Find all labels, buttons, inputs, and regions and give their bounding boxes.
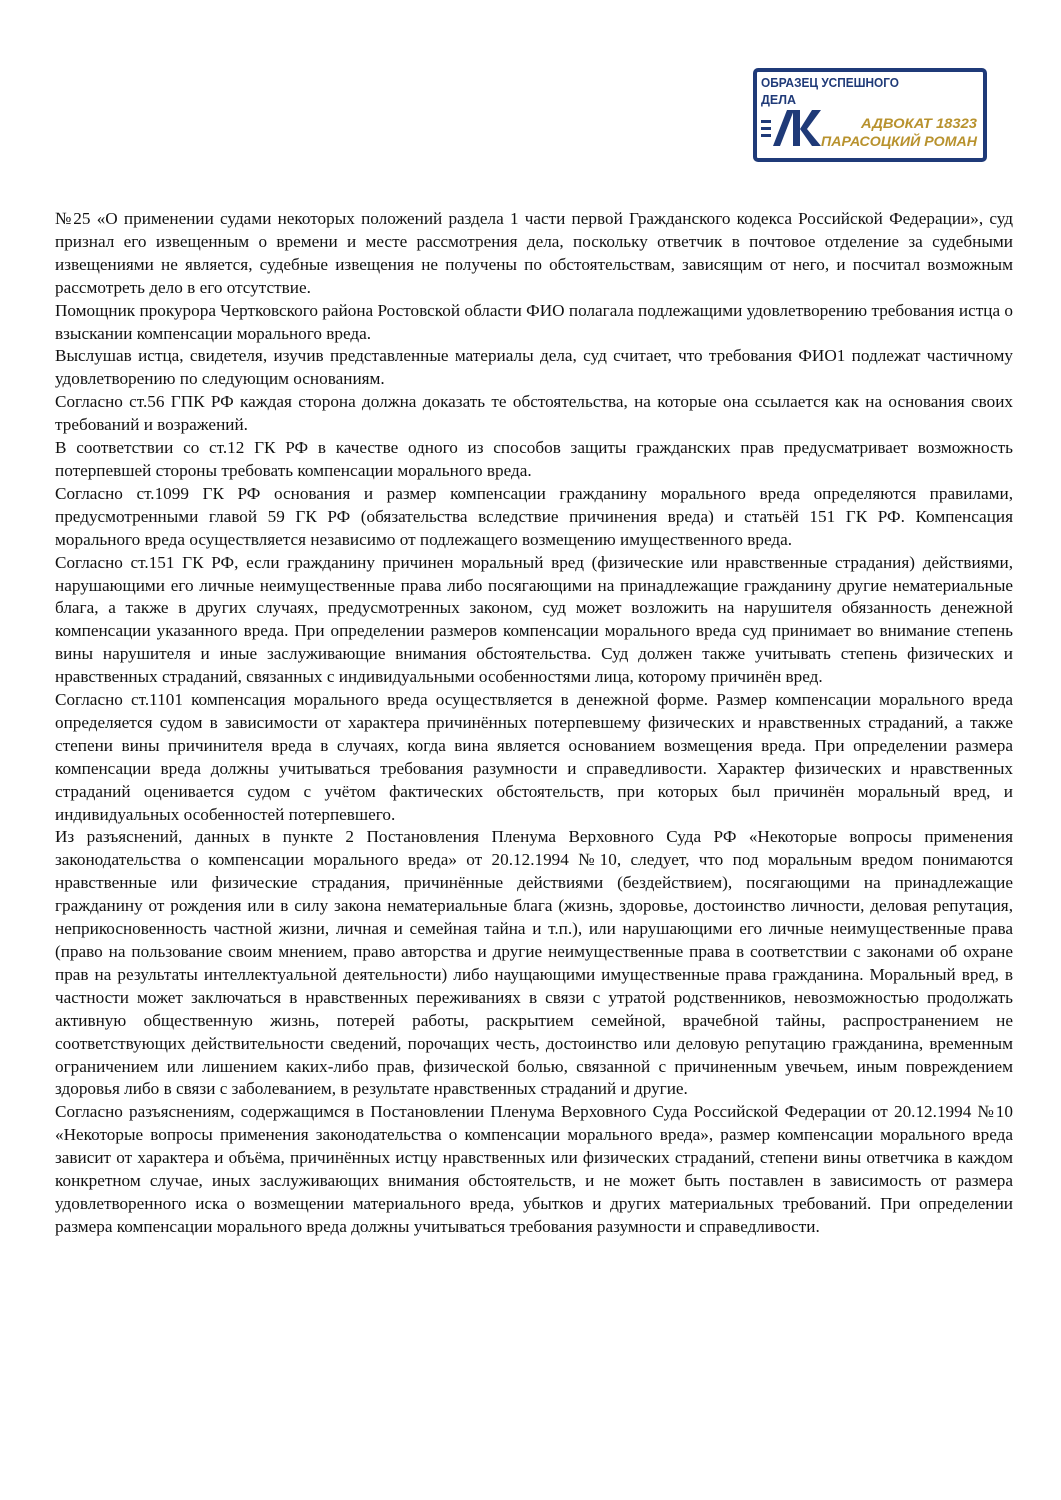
paragraph: Из разъяснений, данных в пункте 2 Постановления Пленума Верховного Суда РФ «Некоторые вопросы применения законодательства о компенсации морального вреда» от 20.12.1994 №10, следует, что под моральным вредом понимаются нравственные или физические страдания, причинённые действиями (бездействием), посягающими на принадлежащие гражданину от рождения или в силу закона нематериальные блага (жизнь, здоровье, достоинство личности, деловая репутация, неприкосновенность частной жизни, личная и семейная тайна и т.п.), или нарушающими его личные неимущественные права (право на пользование своим мнением, право авторства и другие неимущественные права в соответствии с законами об охране прав на результаты интеллектуальной деятельности) либо наущающими имущественные права гражданина. Моральный вред, в частности может заключаться в нравственных переживаниях в связи с утратой родственников, невозможностью продолжать активную общественную жизнь, потерей работы, раскрытием семейной, врачебной тайны, распространением не соответствующих действительности сведений, порочащих честь, достоинство или деловую репутацию гражданина, временным ограничением или лишением каких-либо прав, физической болью, связанной с причиненным увечьем, иным повреждением здоровья либо в связи с заболеванием, в результате нравственных страданий и другие.: [55, 827, 1013, 1099]
logo-graphic: [757, 72, 983, 158]
paragraph: Согласно ст.1099 ГК РФ основания и размер компенсации гражданину морального вреда определяются правилами, предусмотренными главой 59 ГК РФ (обязательства вследствие причинения вреда) и статьёй 151 ГК РФ. Компенсация морального вреда осуществляется независимо от подлежащего возмещению имущественного вреда.: [55, 483, 1013, 549]
paragraph: Помощник прокурора Чертковского района Ростовской области ФИО полагала подлежащими удовлетворению требования истца о взыскании компенсации морального вреда.: [55, 300, 1013, 343]
document-body: [55, 208, 1013, 1239]
logo-line-3: АДВОКАТ 18323: [859, 115, 978, 131]
ak-monogram-icon: [761, 110, 821, 146]
paragraph: Выслушав истца, свидетеля, изучив представленные материалы дела, суд считает, что требования ФИО1 подлежат частичному удовлетворению по следующим основаниям.: [55, 346, 1013, 389]
paragraph: №25 «О применении судами некоторых положений раздела 1 части первой Гражданского кодекса Российской Федерации», суд признал его извещенным о времени и месте рассмотрения дела, поскольку ответчик в почтовое отделение за судебными извещениями не является, судебные извещения не получены по обстоятельствам, зависящим от него, и посчитал возможным рассмотреть дело в его отсутствие.: [55, 209, 1013, 297]
paragraph: Согласно разъяснениям, содержащимся в Постановлении Пленума Верховного Суда Российской Федерации от 20.12.1994 №10 «Некоторые вопросы применения законодательства о компенсации морального вреда», размер компенсации морального вреда зависит от характера и объёма, причинённых истцу нравственных или физических страданий, степени вины ответчика в каждом конкретном случае, иных заслуживающих внимания обстоятельств, и не может быть поставлен в зависимость от размера удовлетворенного иска о возмещении материального вреда, убытков и других материальных требований. При определении размера компенсации морального вреда должны учитываться требования разумности и справедливости.: [55, 1102, 1013, 1236]
logo-line-4: ПАРАСОЦКИЙ РОМАН: [821, 133, 975, 149]
law-office-logo: [753, 68, 987, 162]
logo-line-2: ДЕЛА: [761, 93, 797, 107]
paragraph: В соответствии со ст.12 ГК РФ в качестве одного из способов защиты гражданских прав предусматривает возможность потерпевшей стороны требовать компенсации морального вреда.: [55, 438, 1013, 480]
paragraph: Согласно ст.1101 компенсация морального вреда осуществляется в денежной форме. Размер компенсации морального вреда определяется судом в зависимости от характера причинённых потерпевшему физических и нравственных страданий, а также степени вины причинителя вреда в случаях, когда вина является основанием возмещения вреда. При определении размера компенсации вреда должны учитываться требования разумности и справедливости. Характер физических и нравственных страданий оценивается судом с учётом фактических обстоятельств, при которых был причинён моральный вред, и индивидуальных особенностей потерпевшего.: [55, 690, 1013, 824]
paragraph: Согласно ст.151 ГК РФ, если гражданину причинен моральный вред (физические или нравственные страдания) действиями, нарушающими его личные неимущественные права либо посягающими на принадлежащие гражданину другие нематериальные блага, а также в других случаях, предусмотренных законом, суд может возложить на нарушителя обязанность денежной компенсации указанного вреда. При определении размеров компенсации морального вреда суд принимает во внимание степень вины нарушителя и иные заслуживающие внимания обстоятельства. Суд должен также учитывать степень физических и нравственных страданий, связанных с индивидуальными особенностями лица, которому причинён вред.: [55, 552, 1013, 687]
paragraph: Согласно ст.56 ГПК РФ каждая сторона должна доказать те обстоятельства, на которые она ссылается как на основания своих требований и возражений.: [55, 392, 1013, 435]
logo-line-1: ОБРАЗЕЦ УСПЕШНОГО: [761, 76, 900, 90]
